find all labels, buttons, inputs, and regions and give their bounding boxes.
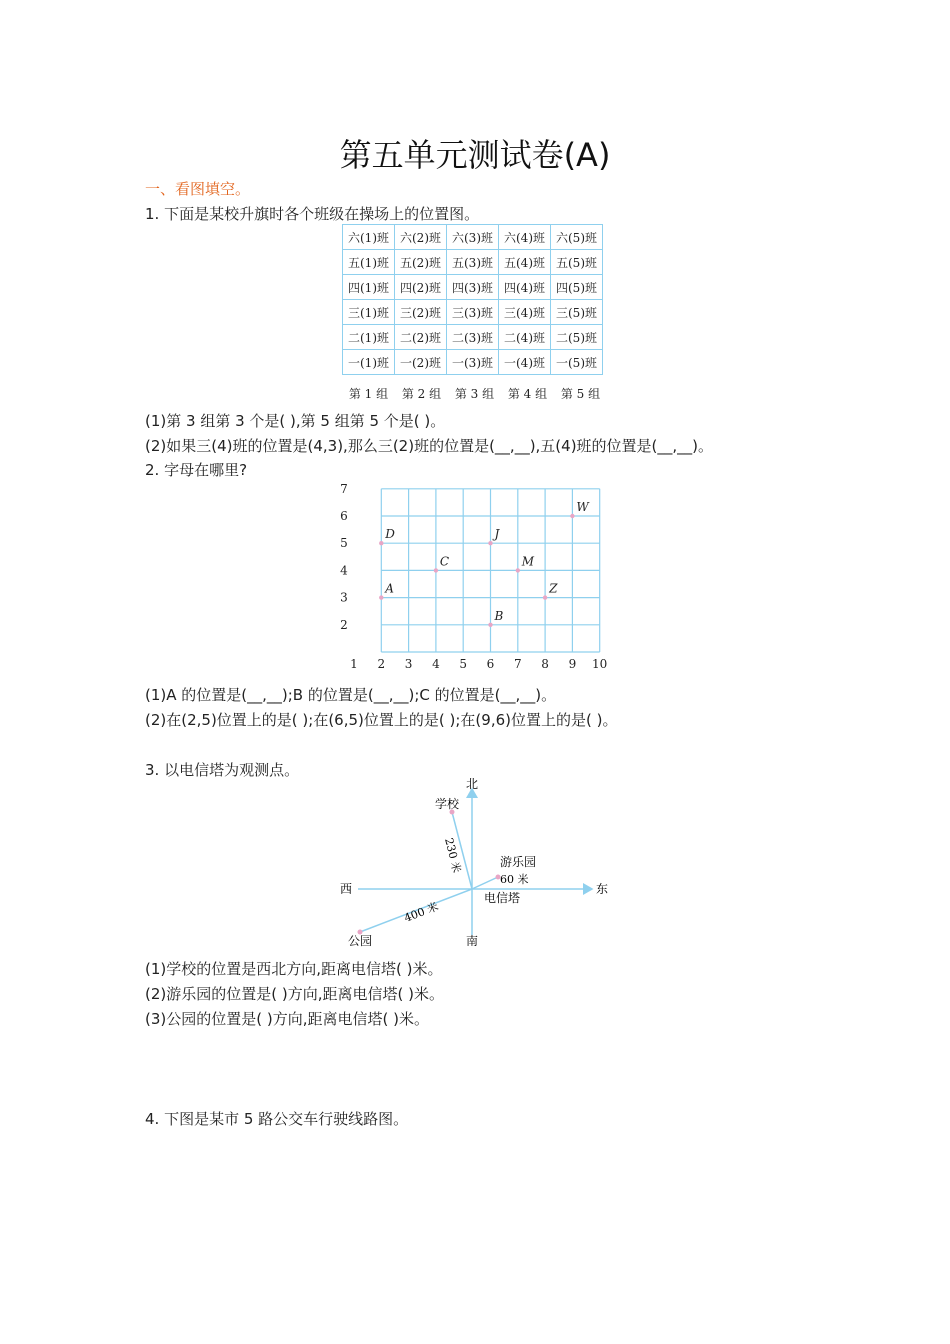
x-tick-label: 3	[404, 657, 413, 671]
q2-sub2: (2)在(2,5)位置上的是( );在(6,5)位置上的是( );在(9,6)位置上的是( )。	[145, 711, 618, 729]
class-cell: 三(2)班	[395, 300, 447, 325]
class-cell: 二(5)班	[551, 325, 603, 350]
q1-sub2: (2)如果三(4)班的位置是(4,3),那么三(2)班的位置是(__,__),五(4)班的位置是(__,__)。	[145, 437, 714, 455]
class-cell: 五(2)班	[395, 250, 447, 275]
east-label: 东	[596, 882, 609, 896]
group-label: 第 1 组	[348, 387, 389, 401]
class-cell: 六(5)班	[551, 225, 603, 250]
point-label: Z	[549, 581, 558, 596]
y-tick-label: 3	[340, 590, 348, 605]
x-tick-label: 9	[568, 657, 577, 671]
x-tick-label: 8	[541, 657, 549, 671]
direction-map	[330, 775, 630, 950]
class-cell: 四(5)班	[551, 275, 603, 300]
y-tick-label: 4	[340, 563, 348, 578]
class-cell: 三(3)班	[447, 300, 499, 325]
class-cell: 五(1)班	[343, 250, 395, 275]
point-marker	[516, 568, 520, 572]
class-cell: 四(4)班	[499, 275, 551, 300]
table-row	[343, 350, 603, 375]
table-row	[343, 250, 603, 275]
point-label: C	[439, 554, 450, 569]
point-marker	[488, 541, 492, 545]
class-cell: 四(2)班	[395, 275, 447, 300]
class-cell: 六(1)班	[343, 225, 395, 250]
group-label: 第 3 组	[454, 387, 495, 401]
point-label: J	[494, 527, 500, 542]
class-cell: 二(4)班	[499, 325, 551, 350]
x-tick-label: 7	[513, 657, 522, 671]
class-cell: 一(3)班	[447, 350, 499, 375]
class-cell: 五(4)班	[499, 250, 551, 275]
point-label: D	[385, 527, 395, 542]
class-cell: 二(1)班	[343, 325, 395, 350]
south-label: 南	[465, 934, 479, 948]
point-marker	[379, 595, 383, 599]
coordinate-grid	[330, 478, 620, 678]
q3-sub1: (1)学校的位置是西北方向,距离电信塔( )米。	[145, 960, 443, 978]
amusement-ray	[472, 877, 498, 889]
point-marker	[379, 541, 383, 545]
class-cell: 一(4)班	[499, 350, 551, 375]
class-cell: 三(1)班	[343, 300, 395, 325]
group-label: 第 2 组	[401, 387, 442, 401]
class-cell: 一(1)班	[343, 350, 395, 375]
park-distance: 400 米	[402, 899, 441, 925]
x-tick-label: 6	[486, 657, 495, 671]
class-cell: 六(4)班	[499, 225, 551, 250]
group-label: 第 5 组	[560, 387, 601, 401]
point-marker	[543, 595, 547, 599]
north-label: 北	[465, 777, 479, 791]
y-tick-label: 7	[340, 481, 348, 496]
q2-prompt: 2. 字母在哪里?	[145, 461, 248, 479]
point-marker	[570, 514, 574, 518]
point-label: A	[385, 581, 394, 596]
y-tick-label: 2	[340, 617, 348, 632]
point-marker	[488, 623, 492, 627]
class-cell: 五(3)班	[447, 250, 499, 275]
class-cell: 五(5)班	[551, 250, 603, 275]
class-cell: 四(1)班	[343, 275, 395, 300]
page-title: 第五单元测试卷(A)	[339, 136, 611, 174]
class-cell: 一(5)班	[551, 350, 603, 375]
table-row	[343, 300, 603, 325]
q1-sub1: (1)第 3 组第 3 个是( ),第 5 组第 5 个是( )。	[145, 412, 446, 430]
point-label: M	[521, 554, 535, 569]
x-tick-label: 10	[592, 657, 608, 671]
y-tick-label: 5	[340, 536, 348, 551]
q2-sub1: (1)A 的位置是(__,__);B 的位置是(__,__);C 的位置是(__,__)。	[145, 686, 557, 704]
center-label: 电信塔	[484, 891, 521, 905]
q3-sub3: (3)公园的位置是( )方向,距离电信塔( )米。	[145, 1010, 429, 1028]
point-label: W	[576, 500, 589, 514]
school-distance: 230 米	[442, 836, 464, 875]
q1-prompt: 1. 下面是某校升旗时各个班级在操场上的位置图。	[145, 205, 480, 223]
table-row	[343, 275, 603, 300]
x-tick-label: 5	[459, 657, 468, 671]
class-cell: 四(3)班	[447, 275, 499, 300]
amusement-distance: 60 米	[500, 873, 529, 886]
table-row	[343, 225, 603, 250]
q3-sub2: (2)游乐园的位置是( )方向,距离电信塔( )米。	[145, 985, 444, 1003]
table-row	[343, 325, 603, 350]
class-cell: 三(5)班	[551, 300, 603, 325]
park-label: 公园	[348, 934, 373, 948]
x-tick-label: 1	[350, 657, 358, 671]
section-heading: 一、看图填空。	[145, 180, 251, 198]
y-tick-label: 6	[340, 509, 348, 523]
q4-prompt: 4. 下图是某市 5 路公交车行驶线路图。	[145, 1110, 409, 1128]
x-tick-label: 4	[432, 657, 440, 671]
class-cell: 二(2)班	[395, 325, 447, 350]
amusement-label: 游乐园	[500, 855, 537, 869]
point-label: B	[494, 608, 504, 623]
class-cell: 二(3)班	[447, 325, 499, 350]
class-position-table	[342, 224, 603, 375]
class-cell: 六(3)班	[447, 225, 499, 250]
point-marker	[434, 568, 438, 572]
school-label: 学校	[435, 797, 460, 811]
west-label: 西	[340, 882, 353, 896]
class-cell: 三(4)班	[499, 300, 551, 325]
group-label: 第 4 组	[507, 387, 548, 401]
class-cell: 六(2)班	[395, 225, 447, 250]
class-cell: 一(2)班	[395, 350, 447, 375]
x-tick-label: 2	[377, 657, 386, 671]
q3-prompt: 3. 以电信塔为观测点。	[145, 761, 300, 779]
